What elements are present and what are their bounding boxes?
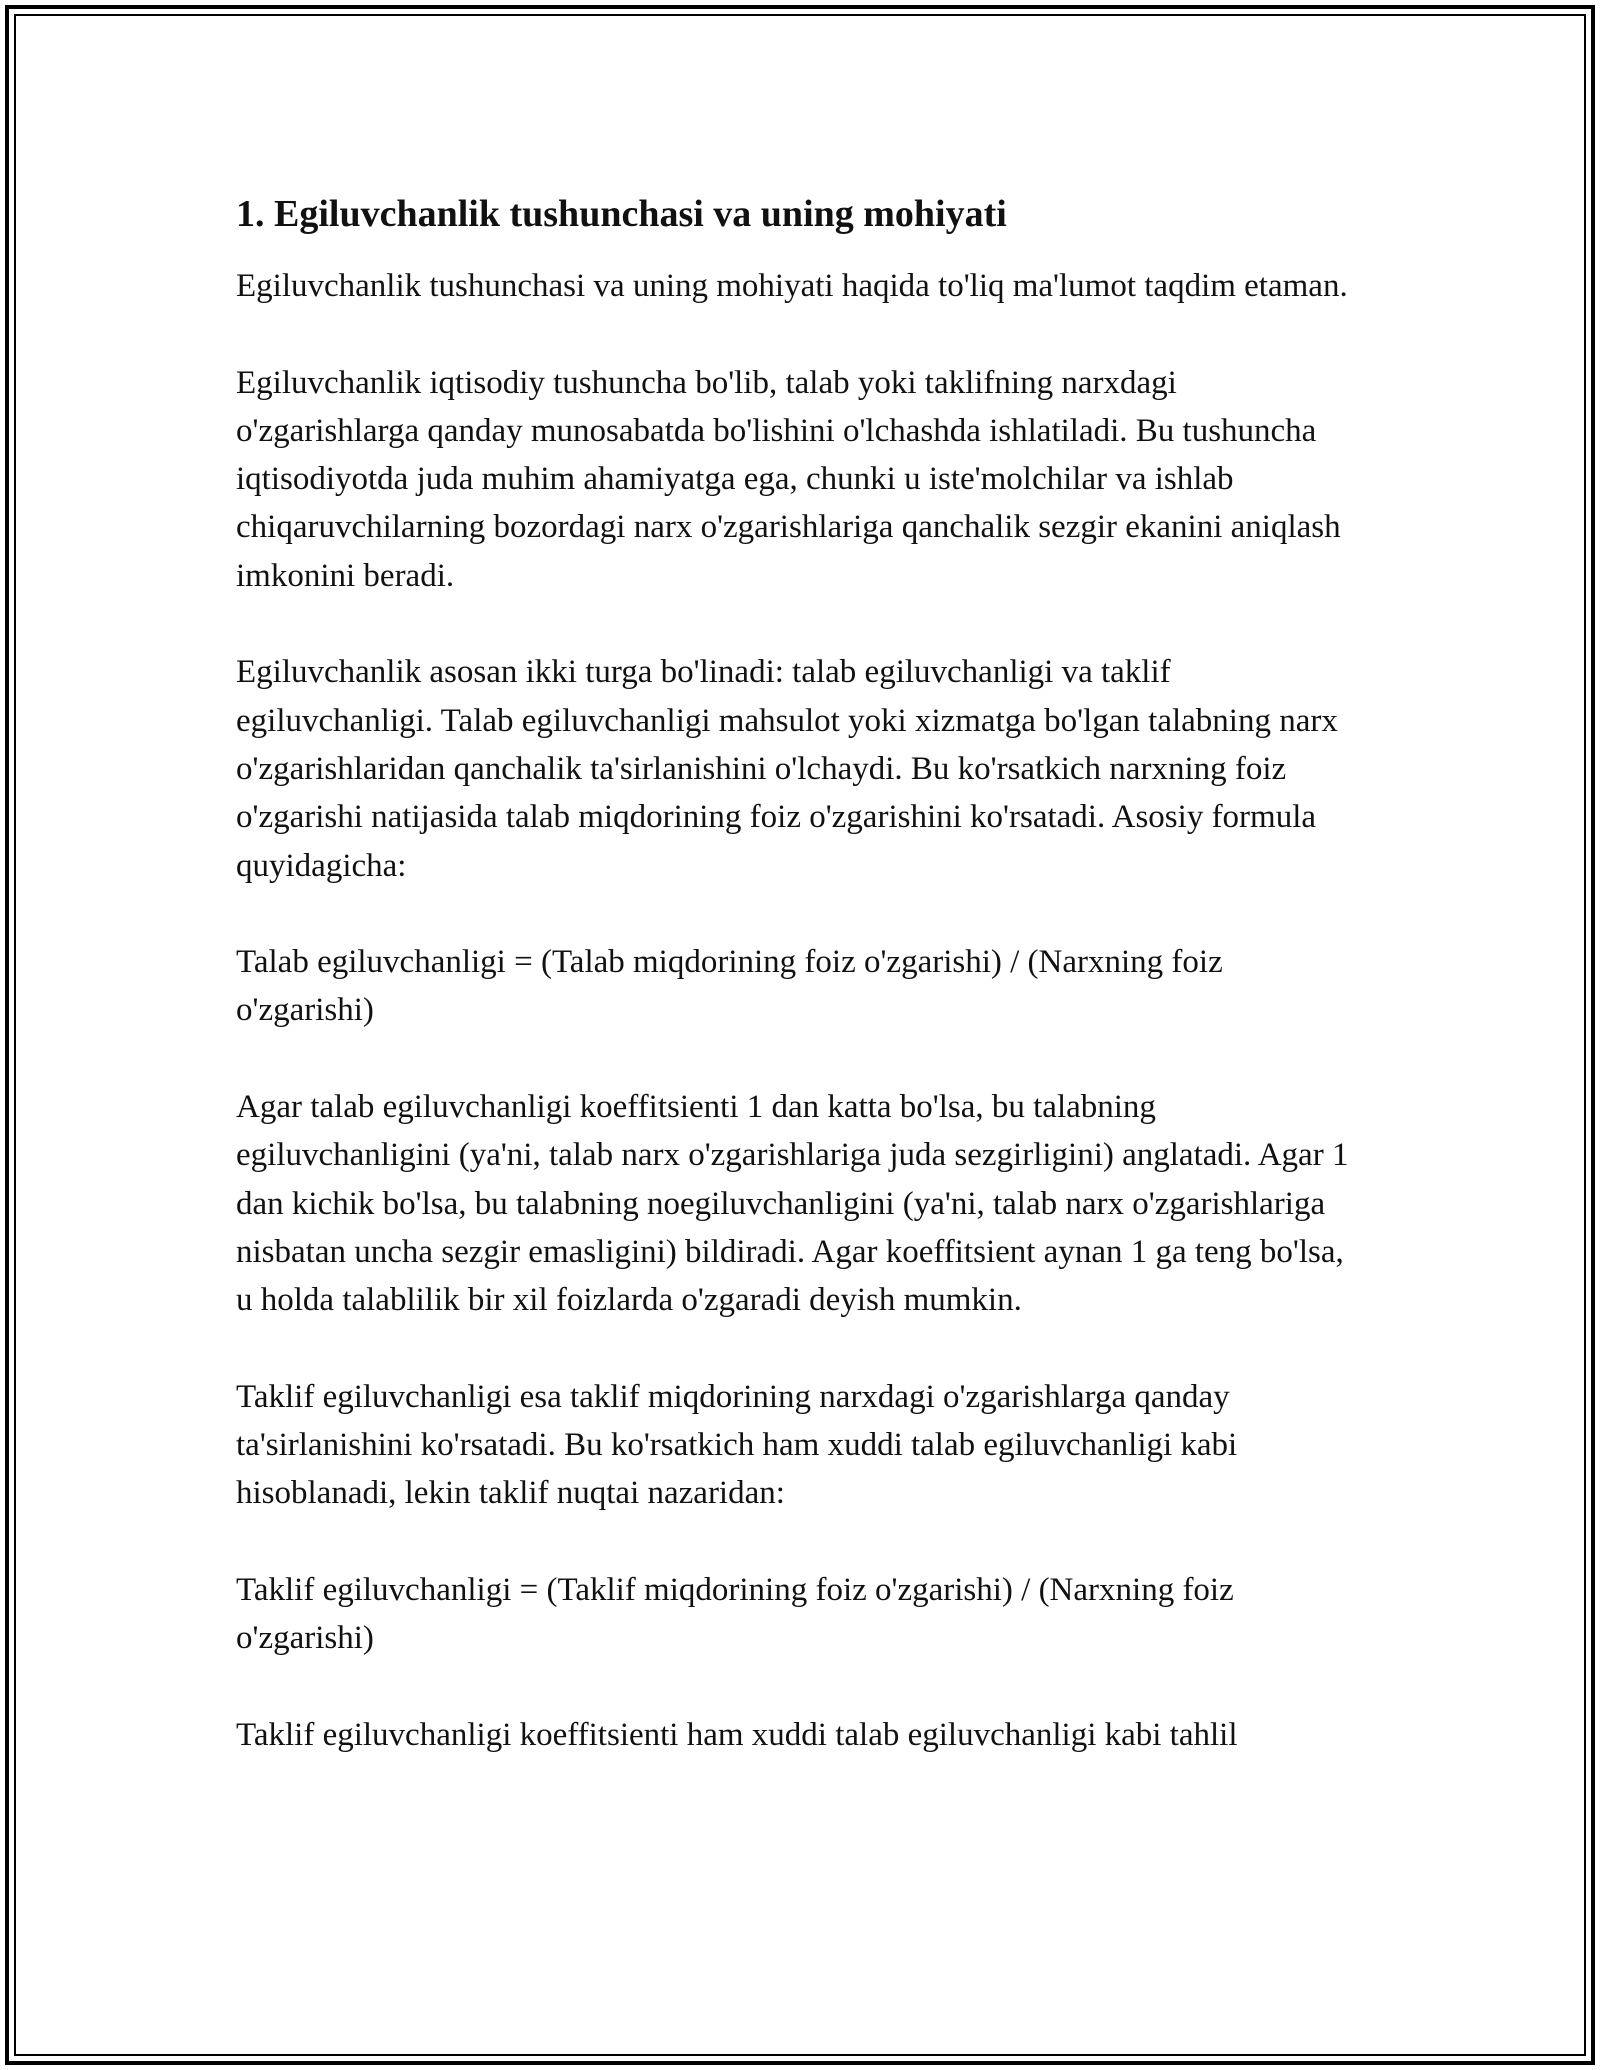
- paragraph-definition: Egiluvchanlik iqtisodiy tushuncha bo'lib, talab yoki taklifning narxdagi o'zgarishlarga qanday munosabatda bo'lishini o'lchashda ishlatiladi. Bu tushuncha iqtisodiyotda juda muhim ahamiyatga ega, chunki u iste'molchilar va ishlab chiqaruvchilarning bozordagi narx o'zgarishlariga qanchalik sezgir ekanini aniqlash imkonini beradi.: [236, 364, 1341, 594]
- formula-demand-elasticity: Talab egiluvchanligi = (Talab miqdorining foiz o'zgarishi) / (Narxning foiz o'zgarishi): [236, 944, 1223, 1029]
- paragraph-intro: Egiluvchanlik tushunchasi va uning mohiyati haqida to'liq ma'lumot taqdim etaman.: [236, 268, 1348, 304]
- paragraph-demand-interpretation: Agar talab egiluvchanligi koeffitsienti 1 dan katta bo'lsa, bu talabning egiluvchanligini (ya'ni, talab narx o'zgarishlariga juda sezgirligini) anglatadi. Agar 1 dan kichik bo'lsa, bu talabning noegiluvchanligini (ya'ni, talab narx o'zgarishlariga nisbatan uncha sezgir emasligini) bildiradi. Agar koeffitsient aynan 1 ga teng bo'lsa, u holda talablilik bir xil foizlarda o'zgaradi deyish mumkin.: [236, 1089, 1349, 1319]
- section-heading: 1. Egiluvchanlik tushunchasi va uning mohiyati: [236, 193, 1007, 235]
- document-body: [236, 188, 1364, 1808]
- paragraph-supply-elasticity: Taklif egiluvchanligi esa taklif miqdorining narxdagi o'zgarishlarga qanday ta'sirlanishini ko'rsatadi. Bu ko'rsatkich ham xuddi talab egiluvchanligi kabi hisoblanadi, lekin taklif nuqtai nazaridan:: [236, 1378, 1238, 1512]
- paragraph-supply-analysis: Taklif egiluvchanligi koeffitsienti ham xuddi talab egiluvchanligi kabi tahlil: [236, 1716, 1238, 1753]
- formula-supply-elasticity: Taklif egiluvchanligi = (Taklif miqdorining foiz o'zgarishi) / (Narxning foiz o'zgarishi): [236, 1572, 1234, 1657]
- paragraph-types: Egiluvchanlik asosan ikki turga bo'linadi: talab egiluvchanligi va taklif egiluvchanligi. Talab egiluvchanligi mahsulot yoki xizmatga bo'lgan talabning narx o'zgarishlaridan qanchalik ta'sirlanishini o'lchaydi. Bu ko'rsatkich narxning foiz o'zgarishi natijasida talab miqdorining foiz o'zgarishini ko'rsatadi. Asosiy formula quyidagicha:: [236, 654, 1338, 884]
